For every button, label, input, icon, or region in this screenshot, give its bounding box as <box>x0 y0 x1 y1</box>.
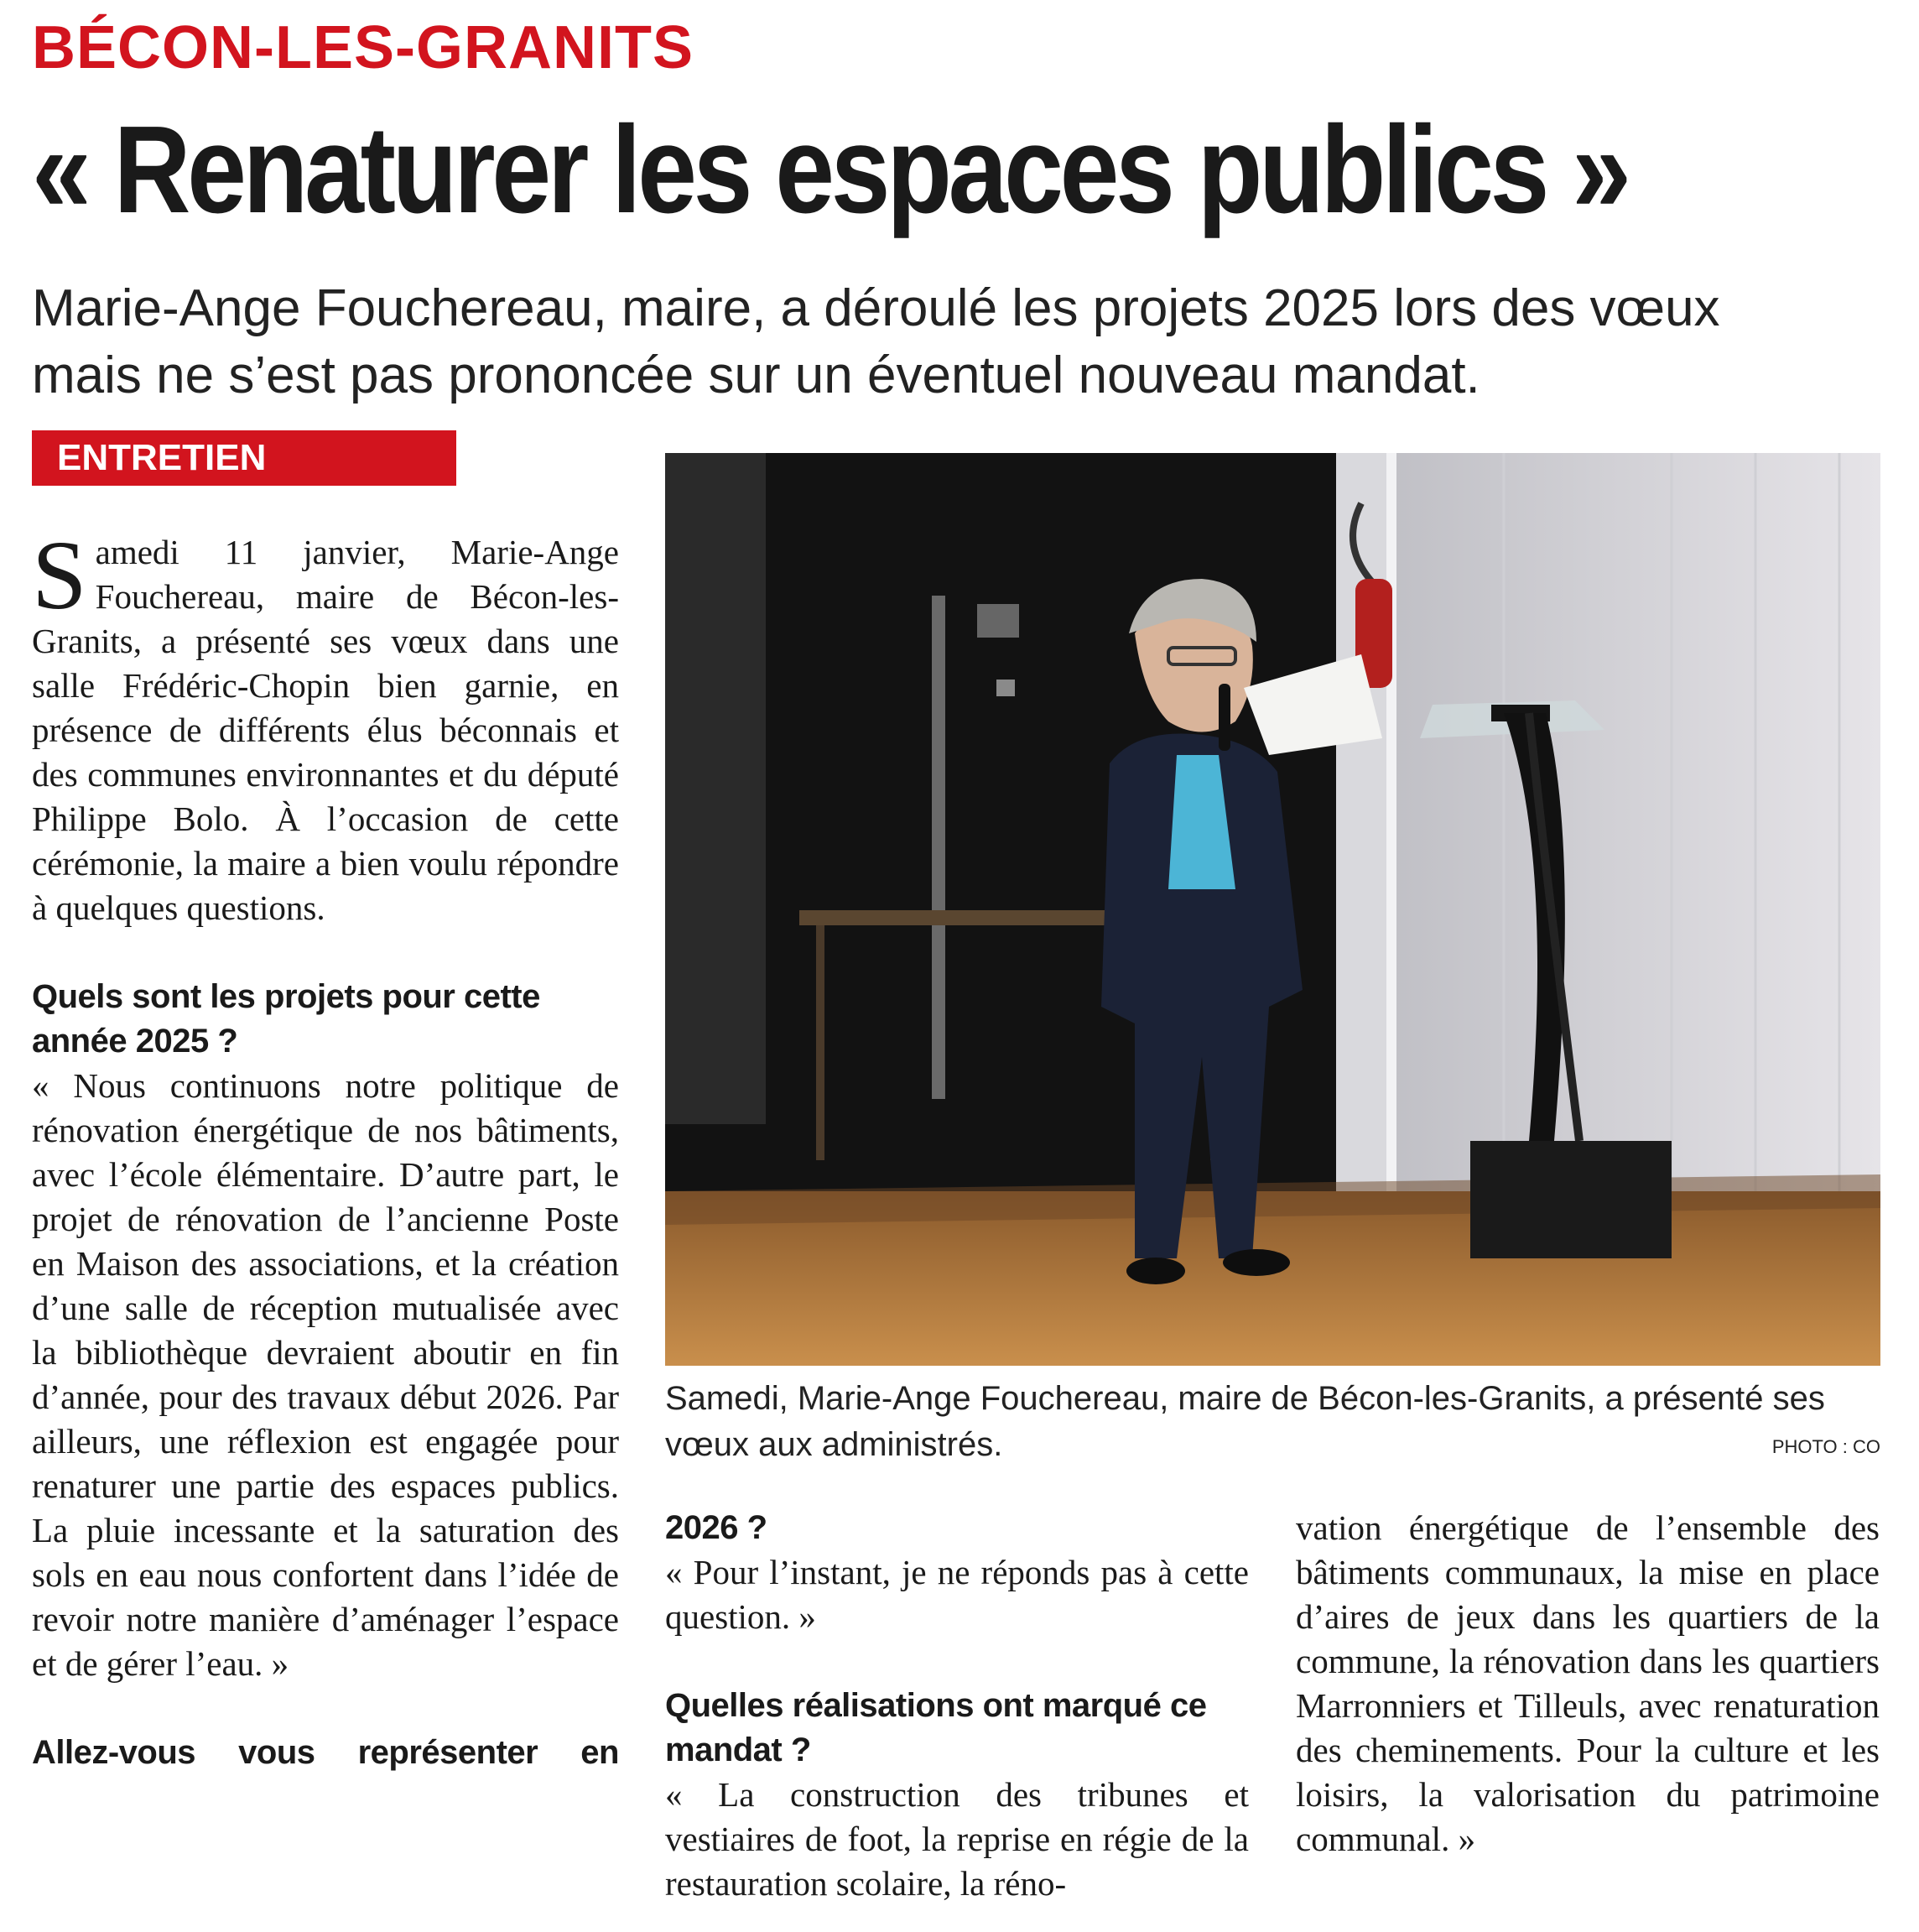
answer-3-end: vation énergétique de l’ensemble des bâtiments communaux, la mise en place d’aires de jeux dans les quartiers de la commune, la rénovation dans les quartiers Marronniers et Tilleuls, avec renaturation des cheminements. Pour la culture et les loisirs, la valorisation du patrimoine communal. » <box>1296 1508 1880 1858</box>
answer-2: « Pour l’instant, je ne réponds pas à cette question. » <box>665 1553 1249 1636</box>
question-1: Quels sont les projets pour cette année 2025 ? <box>32 978 540 1060</box>
section-kicker: BÉCON-LES-GRANITS <box>32 14 694 81</box>
photo-caption: Samedi, Marie-Ange Fouchereau, maire de Bécon-les-Granits, a présenté ses vœux aux administrés. <box>665 1380 1825 1463</box>
photo-illustration <box>665 453 1880 1366</box>
headline: « Renaturer les espaces publics » <box>32 101 1628 239</box>
article-column-1 <box>32 520 619 1775</box>
answer-1: « Nous continuons notre politique de rénovation énergétique de nos bâtiments, avec l’école élémentaire. D’autre part, le projet de rénovation de l’ancienne Poste en Maison des associations, et la création d’une salle de réception mutualisée avec la bibliothèque devraient aboutir en fin d’année, pour des travaux début 2026. Par ailleurs, une réflexion est engagée pour renaturer une partie des espaces publics. La pluie incessante et la saturation des sols en eau nous confortent dans l’idée de revoir notre manière d’aménager l’espace et de gérer l’eau. » <box>32 1066 619 1683</box>
question-2-end: 2026 ? <box>665 1509 767 1546</box>
article-photo <box>665 453 1880 1366</box>
standfirst <box>32 275 1877 409</box>
rubric-tag: ENTRETIEN <box>32 430 456 486</box>
standfirst-line-1: Marie-Ange Fouchereau, maire, a déroulé les projets 2025 lors des vœux <box>32 279 1720 337</box>
intro-text: amedi 11 janvier, Marie-Ange Fouchereau, maire de Bécon-les-Granits, a présenté ses vœux dans une salle Frédéric-Chopin bien garnie, en présence de différents élus béconnais et des communes environnantes et du député Philippe Bolo. À l’occasion de cette cérémonie, la maire a bien voulu répondre à quelques questions. <box>32 533 619 927</box>
article-column-3 <box>1296 1506 1880 1862</box>
article-column-2 <box>665 1506 1249 1906</box>
question-3: Quelles réalisations ont marqué ce mandat ? <box>665 1687 1207 1768</box>
answer-3-start: « La construction des tribunes et vestiaires de foot, la reprise en régie de la restauration scolaire, la réno- <box>665 1775 1249 1903</box>
dropcap: S <box>32 520 87 630</box>
intro-paragraph <box>32 520 619 930</box>
photo-credit: PHOTO : CO <box>1771 1436 1880 1457</box>
question-2-start: Allez-vous vous représenter en <box>32 1734 619 1771</box>
standfirst-line-2: mais ne s’est pas prononcée sur un éventuel nouveau mandat. <box>32 346 1480 404</box>
